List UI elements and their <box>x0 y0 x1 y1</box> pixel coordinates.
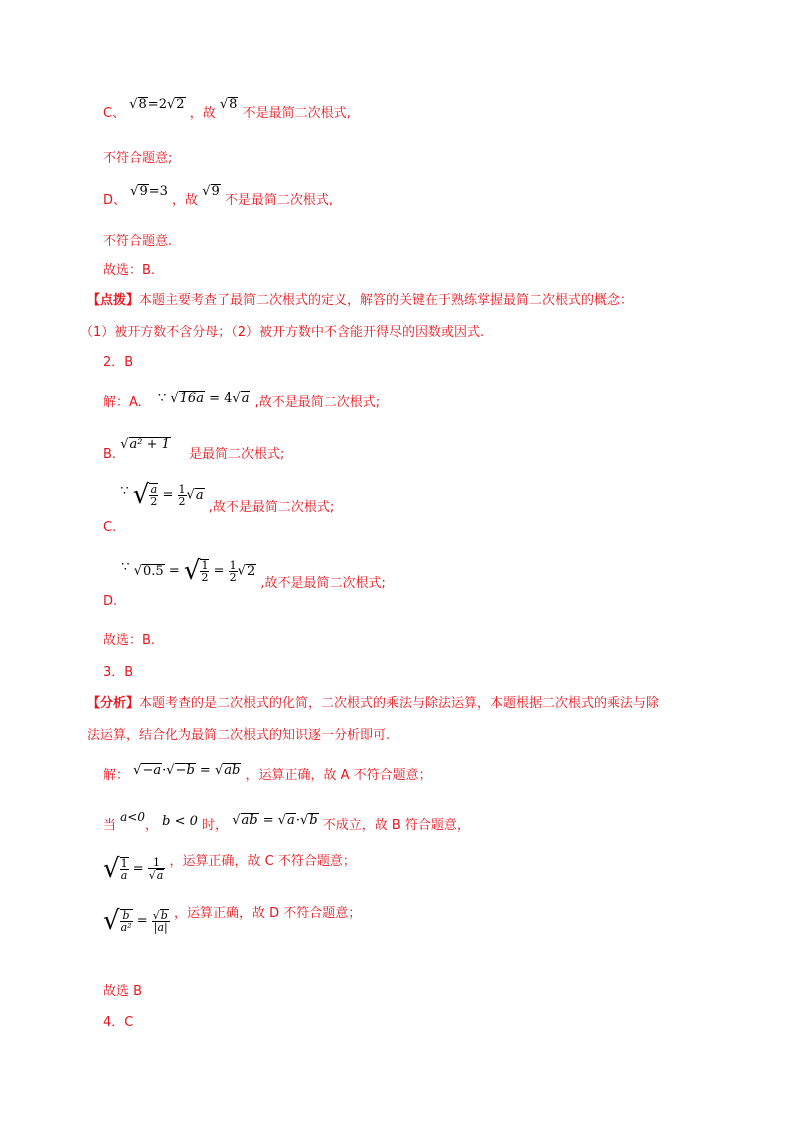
q2a-tail: ,故不是最简二次根式; <box>254 395 381 410</box>
q3a-prefix: 解： <box>103 768 130 783</box>
radicand: b <box>160 909 168 922</box>
equals: = <box>168 563 180 579</box>
q2d-tail: ,故不是最简二次根式; <box>260 575 386 591</box>
d-prefix: D、 <box>103 193 127 208</box>
point-label: 【点拨】 <box>87 293 140 308</box>
numerator: b <box>120 910 133 922</box>
point-text: 本题主要考查了最简二次根式的定义，解答的关键在于熟练掌握最简二次根式的概念： <box>139 293 634 308</box>
radicand: 9 <box>139 184 148 199</box>
equals: = 4 <box>209 391 233 406</box>
radicand: 9 <box>211 184 220 199</box>
line-c-no: 不符合题意; <box>103 151 173 166</box>
math-q3b-cond1: a<0 <box>120 810 145 824</box>
line-q3-c <box>103 853 356 892</box>
denominator: a² <box>120 921 132 934</box>
q2c-prefix: C. <box>103 519 117 535</box>
comma: ， <box>145 818 159 833</box>
line-q2: 2．B <box>103 355 134 370</box>
radicand: a <box>156 869 164 882</box>
line-q2-c <box>103 480 335 535</box>
d-tail: 不是最简二次根式, <box>224 193 334 208</box>
d-mid: ，故 <box>172 193 199 208</box>
line-choose2: 故选：B. <box>103 633 156 648</box>
denominator: a <box>120 869 128 882</box>
q3a-tail: ，运算正确，故 A 不符合题意； <box>245 768 432 783</box>
numerator: 1 <box>178 482 186 496</box>
math-q3a: √−a·√−b = √ab <box>133 763 241 778</box>
q3d-tail: ，运算正确，故 D 不符合题意； <box>173 905 362 921</box>
line-q2-a <box>103 391 381 410</box>
line-q4: 4．C <box>103 1015 134 1030</box>
line-q2-b <box>103 437 285 462</box>
numerator: 1 <box>120 857 128 870</box>
numerator: a <box>150 483 158 496</box>
q3b-tail: 不成立，故 B 符合题意， <box>322 818 470 833</box>
line-q3-d <box>103 905 362 948</box>
radicand: 8 <box>229 97 238 112</box>
radicand: 0.5 <box>143 563 164 579</box>
line-q3: 3．B <box>103 665 134 680</box>
equals: = <box>162 487 174 503</box>
math-sqrt8-eq: √8=2√2 <box>129 97 185 112</box>
equals: = <box>132 861 144 877</box>
radicand: a <box>195 487 204 503</box>
q2b-tail: 是最简二次根式; <box>189 447 285 462</box>
math-q3b: √ab = √a·√b <box>232 813 318 828</box>
equals: =3 <box>148 184 168 199</box>
numerator: 1 <box>148 857 166 869</box>
analysis-text: 本题考查的是二次根式的化简，二次根式的乘法与除法运算，本题根据二次根式的乘法与除 <box>139 696 660 711</box>
numerator: 1 <box>201 559 209 572</box>
equals: = <box>213 563 225 579</box>
radicand: −b <box>175 763 195 778</box>
radicand: b <box>309 813 318 828</box>
fraction <box>229 560 238 583</box>
fraction <box>200 560 209 583</box>
q3b-mid: 时， <box>202 818 229 833</box>
because-symbol: ∵ <box>120 483 129 499</box>
c-mid: ，故 <box>189 106 216 121</box>
fraction <box>149 484 158 507</box>
math-q3b-cond2: b < 0 <box>162 814 198 829</box>
line-analysis <box>87 697 659 710</box>
math-q2d: ∵ √0.5 = √ $\frac{1}{2}$ = $\frac{1}{2}$ √2 <box>121 556 256 586</box>
radicand: ab <box>224 763 241 778</box>
dot: · <box>295 813 300 828</box>
fraction: $\frac{1}{√a}$ <box>148 856 164 882</box>
line-point <box>87 294 633 307</box>
equals: = <box>199 763 211 778</box>
denominator: 2 <box>150 495 158 508</box>
numerator: 1 <box>229 558 237 572</box>
q3b-prefix: 当 <box>103 818 117 833</box>
c-tail: 不是最简二次根式, <box>242 106 351 121</box>
line-d <box>103 184 334 208</box>
denominator: 2 <box>201 571 209 584</box>
radicand: a <box>241 391 250 406</box>
math-sqrt9: √9 <box>202 184 220 199</box>
dot: · <box>162 763 167 778</box>
because-symbol: ∵ <box>121 559 130 575</box>
q2a-prefix: 解：A. <box>103 395 142 410</box>
math-q2b: √a² + 1 <box>120 437 170 452</box>
radicand: ab <box>241 813 258 828</box>
equals: = <box>136 913 148 929</box>
fraction <box>178 484 187 507</box>
q2b-prefix: B. <box>103 447 117 462</box>
math-q2c: ∵ √ $\frac{a}{2}$ = $\frac{1}{2}$ √a <box>120 480 204 510</box>
radicand: 8 <box>138 97 147 112</box>
line-choose3: 故选 B <box>103 984 143 999</box>
fraction <box>120 910 133 933</box>
radical: √ $\frac{b}{\text{a²}}$ <box>103 906 132 936</box>
line-q3-a <box>103 763 432 783</box>
line-q2-d <box>103 556 386 609</box>
radicand: a <box>287 813 295 828</box>
math-q3c <box>103 856 165 882</box>
fraction: $\frac{√b}{|a|}$ <box>152 909 168 934</box>
math-sqrt9-eq: √9=3 <box>130 184 168 199</box>
denominator: 2 <box>229 570 237 584</box>
equals: = <box>262 813 274 828</box>
line-d-no: 不符合题意. <box>103 234 173 249</box>
radical: √ $\frac{1}{2}$ <box>183 556 209 586</box>
radicand: −a <box>142 763 162 778</box>
q2c-tail: ,故不是最简二次根式; <box>208 499 335 515</box>
line-point2: （1）被开方数不含分母；（2）被开方数中不含能开得尽的因数或因式. <box>80 325 485 340</box>
denominator: 2 <box>178 494 186 508</box>
line-analysis2: 法运算，结合化为最简二次根式的知识逐一分析即可. <box>87 728 391 743</box>
radicand: 2 <box>246 563 256 579</box>
analysis-label: 【分析】 <box>87 696 140 711</box>
fraction <box>120 858 129 881</box>
radical: √ $\frac{a}{2}$ <box>132 480 158 510</box>
radicand: a² + 1 <box>129 437 170 452</box>
because-symbol: ∵ <box>157 391 167 406</box>
equals: =2 <box>147 97 167 112</box>
radical: √ $\frac{1}{a}$ <box>103 854 128 884</box>
radicand: 2 <box>176 97 185 112</box>
denominator: |a| <box>153 921 168 934</box>
math-q3d <box>103 908 170 934</box>
line-choose1: 故选：B. <box>103 263 156 278</box>
radicand: 16a <box>179 391 204 406</box>
math-sqrt8: √8 <box>219 97 238 112</box>
q2d-prefix: D. <box>103 593 118 609</box>
c-prefix: C、 <box>103 106 126 121</box>
math-q2a: ∵ √16a = 4√a <box>157 391 250 406</box>
line-c <box>103 97 351 121</box>
q3c-tail: ，运算正确，故 C 不符合题意； <box>169 853 356 869</box>
line-q3-b <box>103 810 470 833</box>
